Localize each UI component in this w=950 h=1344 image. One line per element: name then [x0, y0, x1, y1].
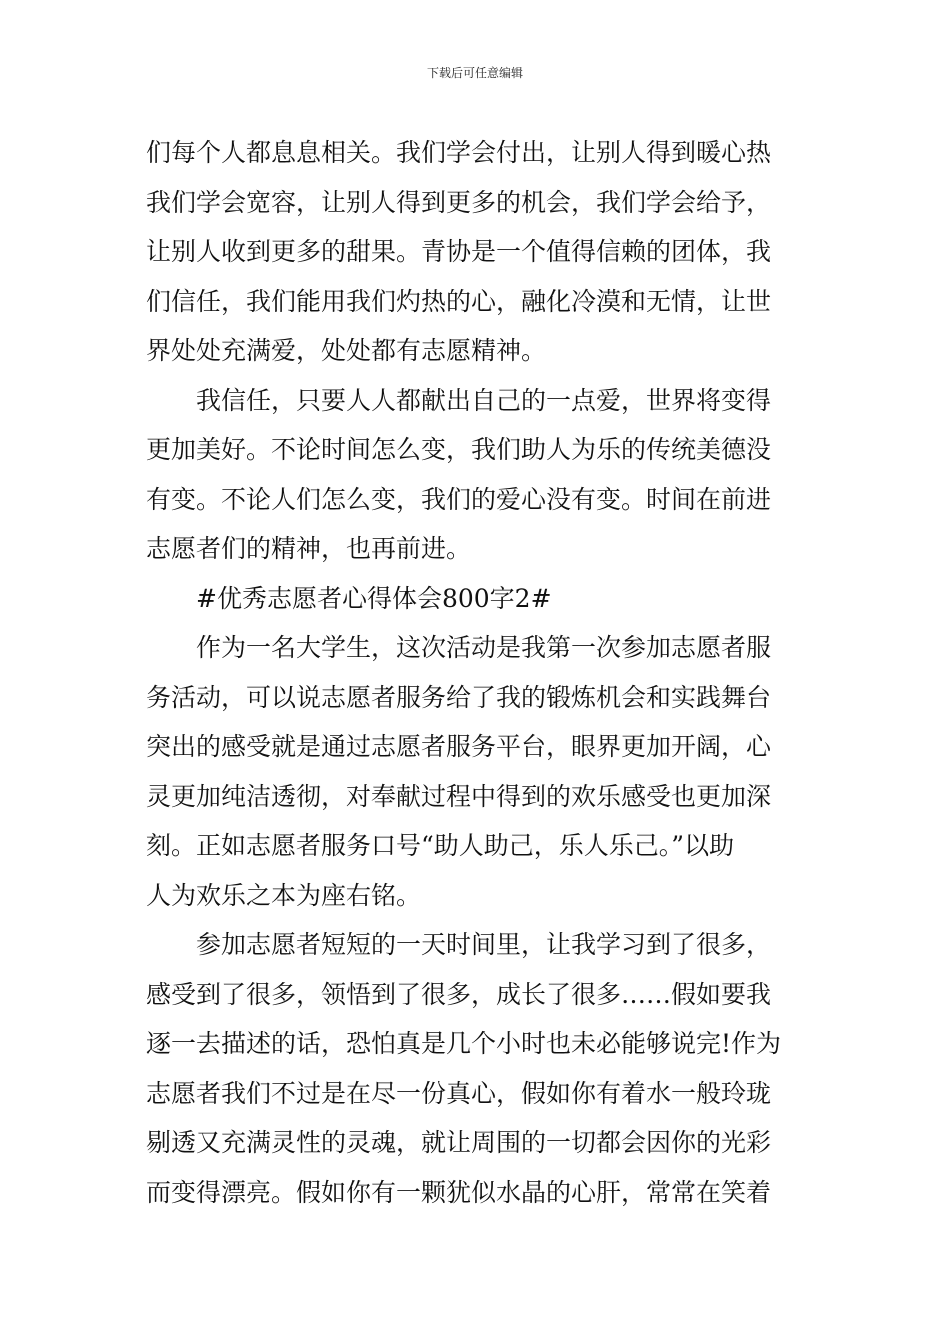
text-line: 志愿者我们不过是在尽一份真心，假如你有着水一般玲珑	[146, 1078, 772, 1108]
paragraph-start-line: 我信任，只要人人都献出自己的一点爱，世界将变得	[196, 385, 772, 415]
text-line: 我们学会宽容，让别人得到更多的机会，我们学会给予，	[146, 187, 772, 217]
text-line: 们每个人都息息相关。我们学会付出，让别人得到暖心热	[146, 138, 772, 167]
text-line: 逐一去描述的话，恐怕真是几个小时也未必能够说完!作为	[146, 1029, 782, 1058]
text-line: 更加美好。不论时间怎么变，我们助人为乐的传统美德没	[146, 435, 772, 464]
text-line: 务活动，可以说志愿者服务给了我的锻炼机会和实践舞台	[146, 682, 772, 712]
section-heading: #优秀志愿者心得体会800字2#	[196, 583, 552, 613]
text-line: 灵更加纯洁透彻，对奉献过程中得到的欢乐感受也更加深	[146, 781, 772, 811]
text-line: 人为欢乐之本为座右铭。	[146, 880, 422, 910]
text-line: 界处处充满爱，处处都有志愿精神。	[146, 336, 547, 365]
text-line: 感受到了很多，领悟到了很多，成长了很多……假如要我	[146, 979, 772, 1009]
text-line: 有变。不论人们怎么变，我们的爱心没有变。时间在前进	[146, 484, 772, 514]
text-line: 突出的感受就是通过志愿者服务平台，眼界更加开阔，心	[146, 732, 772, 761]
text-line: 而变得漂亮。假如你有一颗犹似水晶的心肝，常常在笑着	[146, 1177, 772, 1207]
paragraph-start-line: 作为一名大学生，这次活动是我第一次参加志愿者服	[196, 633, 772, 662]
text-line: 刻。正如志愿者服务口号“助人助己，乐人乐己。”以助	[146, 831, 735, 860]
text-line: 们信任，我们能用我们灼热的心，融化冷漠和无情，让世	[146, 286, 772, 316]
paragraph-start-line: 参加志愿者短短的一天时间里，让我学习到了很多，	[196, 930, 772, 959]
text-line: 让别人收到更多的甜果。青协是一个值得信赖的团体，我	[146, 237, 772, 266]
document-body	[146, 128, 808, 1217]
page-header-note: 下载后可任意编辑	[426, 66, 523, 80]
text-line: 剔透又充满灵性的灵魂，就让周围的一切都会因你的光彩	[146, 1128, 772, 1157]
text-line: 志愿者们的精神，也再前进。	[146, 534, 472, 563]
